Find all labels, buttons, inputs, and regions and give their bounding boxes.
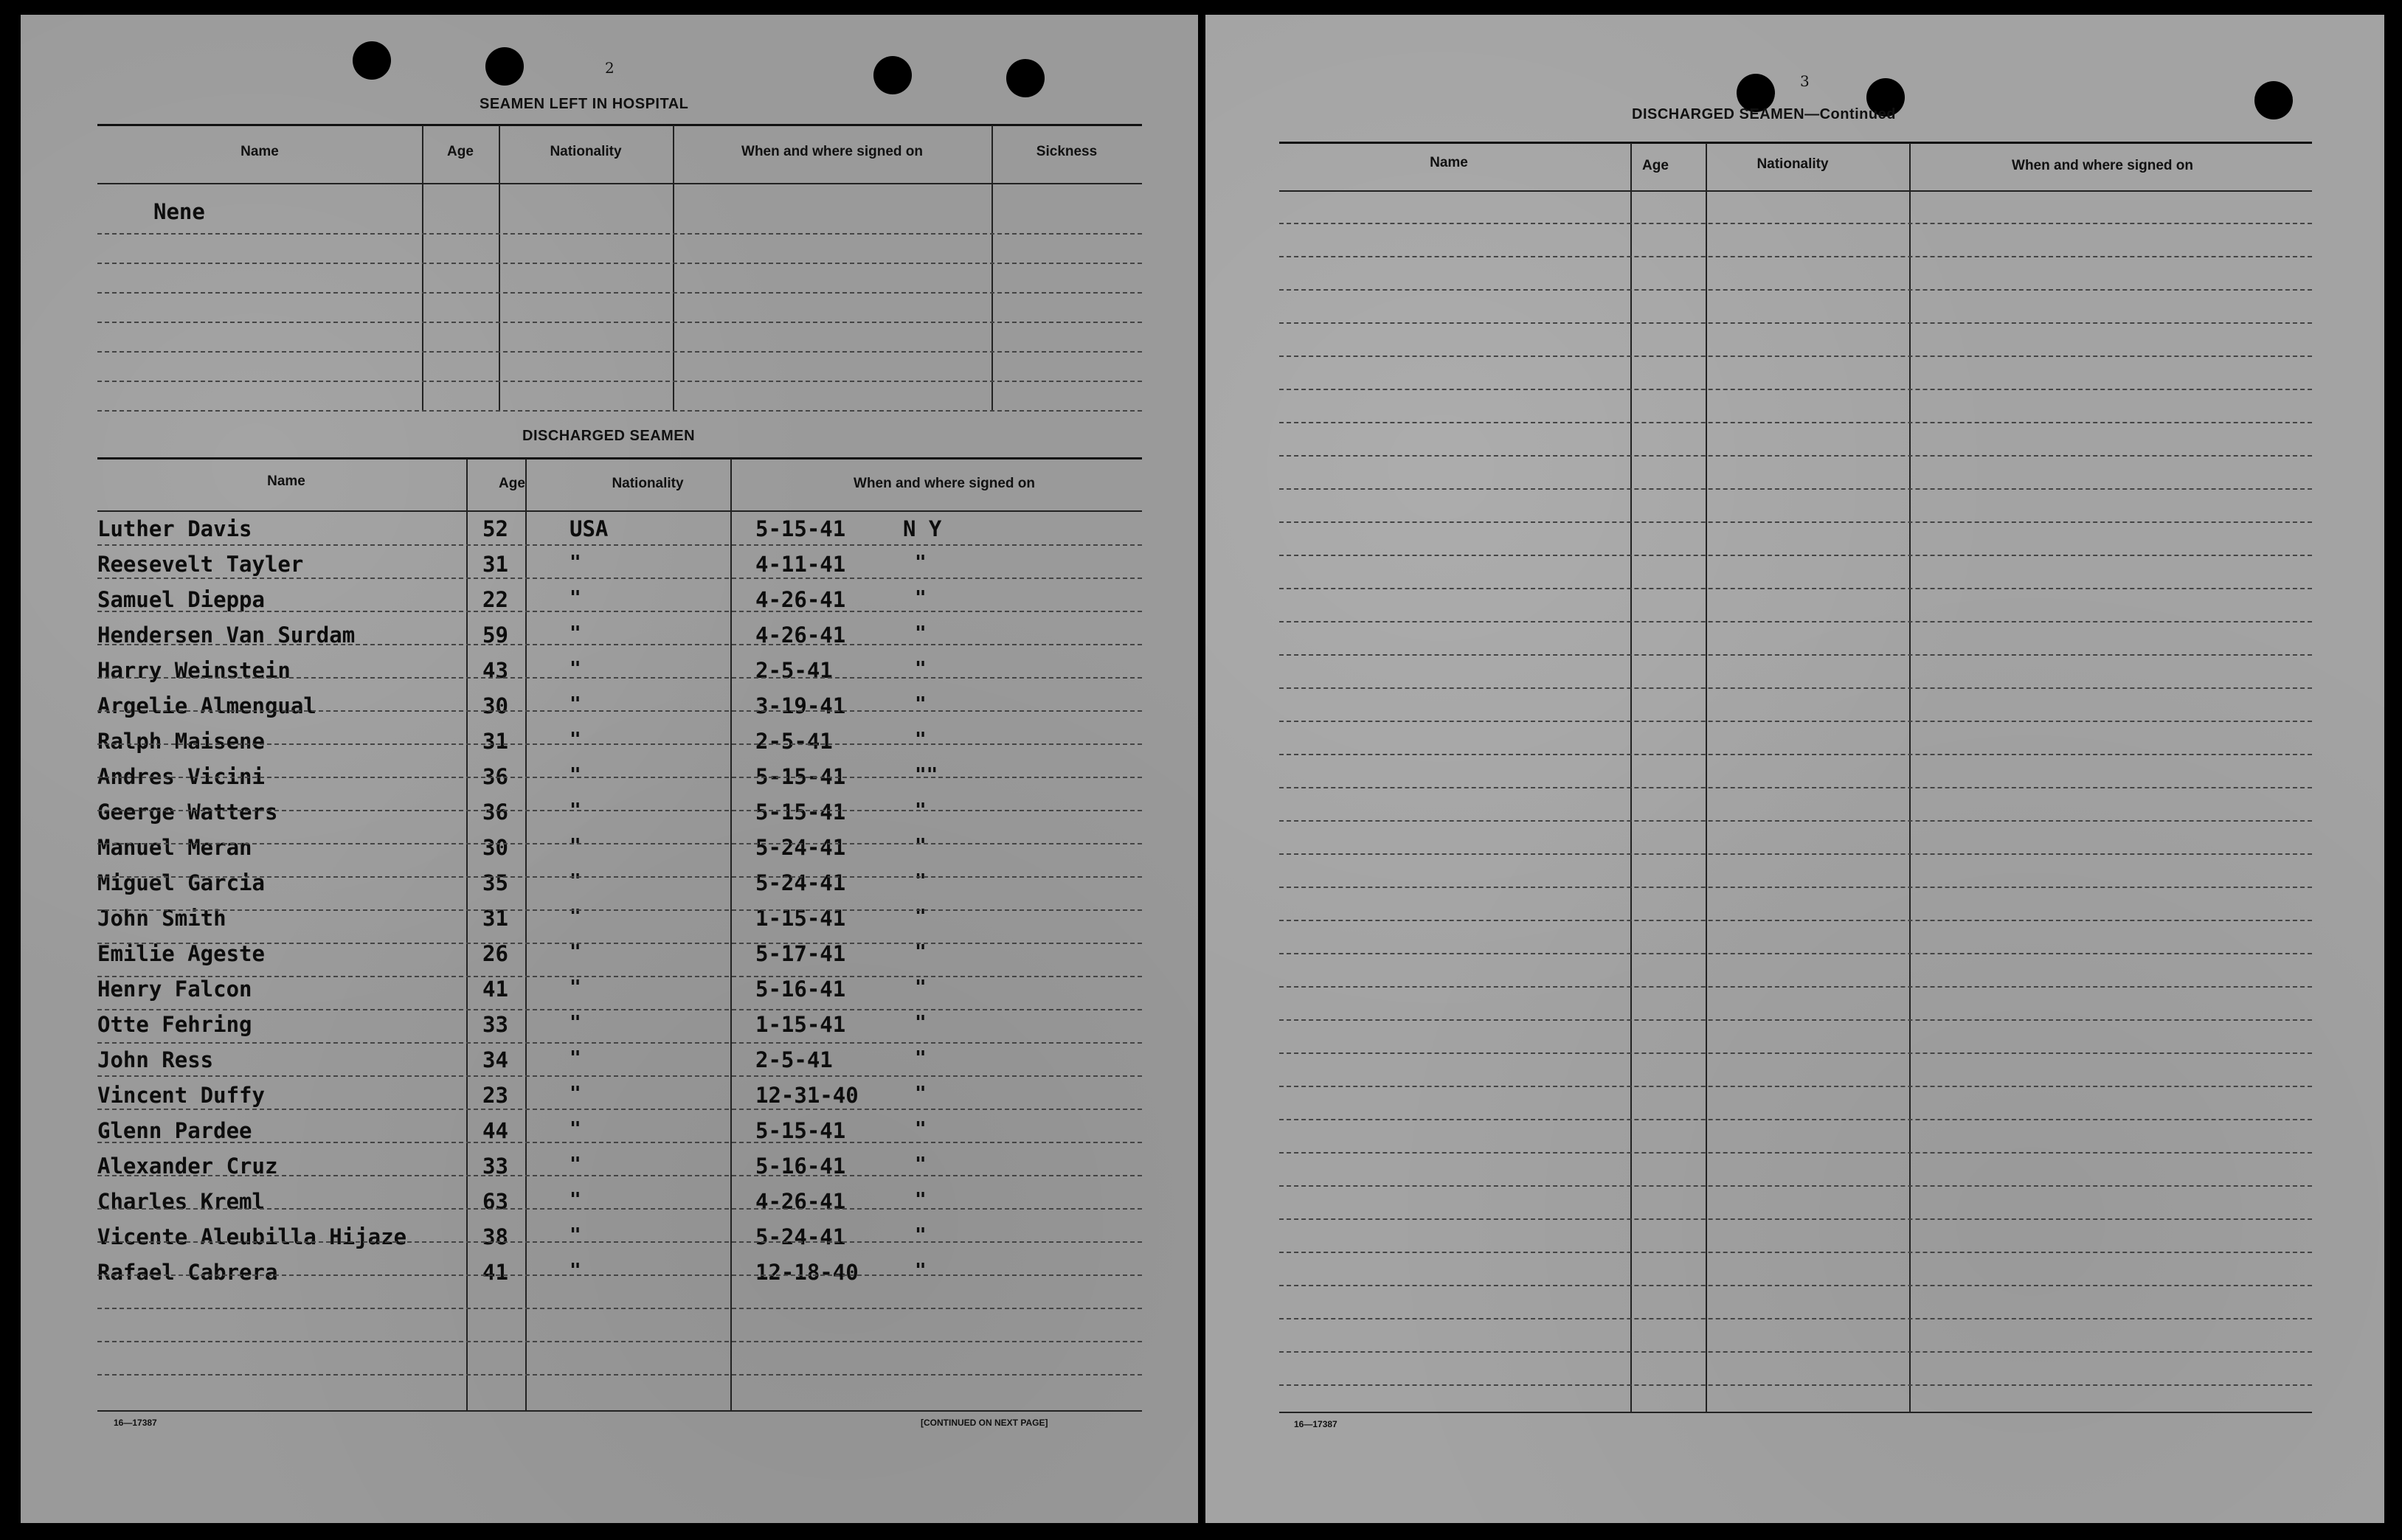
seaman-name: Glenn Pardee xyxy=(97,1118,252,1143)
seaman-age: 41 xyxy=(482,1260,508,1285)
page-number: 3 xyxy=(1800,72,1810,90)
signed-on-place: " xyxy=(915,800,927,822)
seaman-age: 34 xyxy=(482,1047,508,1072)
signed-on-place: " xyxy=(915,587,927,609)
form-number: 16—17387 xyxy=(114,1418,157,1428)
signed-on-date: 5-15-41 xyxy=(755,1118,846,1143)
col-header-name: Name xyxy=(240,144,279,159)
signed-on-place: " xyxy=(915,693,927,715)
signed-on-date: 2-5-41 xyxy=(755,658,833,683)
signed-on-date: 1-15-41 xyxy=(755,906,846,931)
col-header-nationality: Nationality xyxy=(550,144,622,159)
signed-on-date: 4-26-41 xyxy=(755,587,846,612)
signed-on-date: 5-24-41 xyxy=(755,870,846,895)
form-number: 16—17387 xyxy=(1294,1419,1337,1429)
seaman-nationality: " xyxy=(570,1118,581,1140)
seaman-nationality: " xyxy=(570,1047,581,1069)
seaman-age: 26 xyxy=(482,941,508,966)
seaman-nationality: " xyxy=(570,1154,581,1176)
seaman-name: Geerge Watters xyxy=(97,800,278,825)
signed-on-place: " xyxy=(915,622,927,645)
signed-on-place: " xyxy=(915,835,927,857)
signed-on-date: 5-16-41 xyxy=(755,1154,846,1179)
seaman-name: Reesevelt Tayler xyxy=(97,552,304,577)
signed-on-date: 4-26-41 xyxy=(755,1189,846,1214)
seaman-nationality: " xyxy=(570,693,581,715)
seaman-name: Vicente Aleubilla Hijaze xyxy=(97,1224,407,1249)
seaman-age: 33 xyxy=(482,1012,508,1037)
seaman-name: Rafael Cabrera xyxy=(97,1260,278,1285)
seaman-age: 38 xyxy=(482,1224,508,1249)
col-header-nationality: Nationality xyxy=(612,476,684,491)
signed-on-place: " xyxy=(915,1118,927,1140)
seaman-nationality: " xyxy=(570,1224,581,1246)
seaman-name: Alexander Cruz xyxy=(97,1154,278,1179)
punch-hole xyxy=(485,47,524,86)
seaman-age: 44 xyxy=(482,1118,508,1143)
seaman-age: 31 xyxy=(482,906,508,931)
signed-on-date: 5-15-41 xyxy=(755,516,846,541)
signed-on-place: "" xyxy=(915,764,938,786)
seaman-age: 59 xyxy=(482,622,508,648)
signed-on-place: " xyxy=(915,1012,927,1034)
signed-on-place: " xyxy=(915,1083,927,1105)
seaman-name: Manuel Meran xyxy=(97,835,252,860)
seaman-age: 31 xyxy=(482,552,508,577)
signed-on-date: 5-24-41 xyxy=(755,1224,846,1249)
seaman-nationality: " xyxy=(570,906,581,928)
seaman-name: Hendersen Van Surdam xyxy=(97,622,356,648)
seaman-age: 41 xyxy=(482,977,508,1002)
seaman-nationality: " xyxy=(570,1012,581,1034)
seaman-name: Otte Fehring xyxy=(97,1012,252,1037)
col-header-name: Name xyxy=(267,474,305,489)
seaman-nationality: " xyxy=(570,977,581,999)
col-header-age: Age xyxy=(1642,158,1669,173)
seaman-nationality: " xyxy=(570,800,581,822)
signed-on-date: 4-11-41 xyxy=(755,552,846,577)
signed-on-date: 5-24-41 xyxy=(755,835,846,860)
signed-on-date: 12-31-40 xyxy=(755,1083,859,1108)
signed-on-date: 5-15-41 xyxy=(755,800,846,825)
seaman-age: 36 xyxy=(482,800,508,825)
hospital-entry: Nene xyxy=(153,199,205,224)
seaman-nationality: " xyxy=(570,1189,581,1211)
signed-on-place: " xyxy=(915,870,927,892)
seaman-nationality: " xyxy=(570,1260,581,1282)
continued-note: [CONTINUED ON NEXT PAGE] xyxy=(921,1418,1048,1428)
seaman-age: 63 xyxy=(482,1189,508,1214)
seaman-age: 30 xyxy=(482,835,508,860)
page-number: 2 xyxy=(605,59,615,77)
seaman-name: Emilie Ageste xyxy=(97,941,265,966)
seaman-nationality: USA xyxy=(570,516,609,541)
seaman-nationality: " xyxy=(570,658,581,680)
signed-on-place: N Y xyxy=(903,516,942,541)
seaman-age: 23 xyxy=(482,1083,508,1108)
signed-on-date: 4-26-41 xyxy=(755,622,846,648)
seaman-age: 52 xyxy=(482,516,508,541)
signed-on-place: " xyxy=(915,729,927,751)
seaman-name: Luther Davis xyxy=(97,516,252,541)
seaman-nationality: " xyxy=(570,729,581,751)
seaman-name: Henry Falcon xyxy=(97,977,252,1002)
seaman-age: 43 xyxy=(482,658,508,683)
seaman-nationality: " xyxy=(570,941,581,963)
signed-on-date: 5-16-41 xyxy=(755,977,846,1002)
seaman-name: Charles Kreml xyxy=(97,1189,265,1214)
signed-on-place: " xyxy=(915,906,927,928)
seaman-name: Samuel Dieppa xyxy=(97,587,265,612)
signed-on-date: 12-18-40 xyxy=(755,1260,859,1285)
signed-on-place: " xyxy=(915,977,927,999)
signed-on-date: 2-5-41 xyxy=(755,1047,833,1072)
signed-on-place: " xyxy=(915,1189,927,1211)
seaman-name: Andres Vicini xyxy=(97,764,265,789)
col-header-name: Name xyxy=(1430,155,1468,170)
seaman-name: Vincent Duffy xyxy=(97,1083,265,1108)
seaman-nationality: " xyxy=(570,835,581,857)
signed-on-date: 1-15-41 xyxy=(755,1012,846,1037)
punch-hole xyxy=(873,56,912,94)
seaman-age: 31 xyxy=(482,729,508,754)
signed-on-place: " xyxy=(915,552,927,574)
seaman-name: Ralph Maisene xyxy=(97,729,265,754)
signed-on-place: " xyxy=(915,658,927,680)
col-header-sickness: Sickness xyxy=(1036,144,1098,159)
right-page xyxy=(1205,15,2384,1523)
signed-on-place: " xyxy=(915,941,927,963)
signed-on-date: 5-15-41 xyxy=(755,764,846,789)
seaman-nationality: " xyxy=(570,764,581,786)
discharged-continued-title: DISCHARGED SEAMEN—Continued xyxy=(1632,106,1896,122)
seaman-name: Miguel Garcia xyxy=(97,870,265,895)
seaman-name: Harry Weinstein xyxy=(97,658,291,683)
seaman-age: 36 xyxy=(482,764,508,789)
seaman-age: 22 xyxy=(482,587,508,612)
punch-hole xyxy=(2254,81,2293,119)
col-header-when-where: When and where signed on xyxy=(2012,158,2193,173)
discharged-section-title: DISCHARGED SEAMEN xyxy=(522,428,696,444)
seaman-age: 33 xyxy=(482,1154,508,1179)
signed-on-place: " xyxy=(915,1260,927,1282)
signed-on-place: " xyxy=(915,1224,927,1246)
signed-on-place: " xyxy=(915,1047,927,1069)
seaman-nationality: " xyxy=(570,587,581,609)
hospital-section-title: SEAMEN LEFT IN HOSPITAL xyxy=(480,96,689,112)
col-header-when-where: When and where signed on xyxy=(854,476,1035,491)
seaman-name: John Smith xyxy=(97,906,226,931)
punch-hole xyxy=(353,41,391,80)
col-header-age: Age xyxy=(447,144,474,159)
seaman-nationality: " xyxy=(570,870,581,892)
col-header-age: Age xyxy=(499,476,525,491)
col-header-nationality: Nationality xyxy=(1756,156,1829,172)
seaman-nationality: " xyxy=(570,1083,581,1105)
seaman-name: Argelie Almengual xyxy=(97,693,316,718)
seaman-age: 35 xyxy=(482,870,508,895)
signed-on-date: 2-5-41 xyxy=(755,729,833,754)
punch-hole xyxy=(1006,59,1045,97)
seaman-age: 30 xyxy=(482,693,508,718)
col-header-when-where: When and where signed on xyxy=(741,144,923,159)
signed-on-date: 5-17-41 xyxy=(755,941,846,966)
seaman-nationality: " xyxy=(570,622,581,645)
signed-on-date: 3-19-41 xyxy=(755,693,846,718)
seaman-nationality: " xyxy=(570,552,581,574)
signed-on-place: " xyxy=(915,1154,927,1176)
seaman-name: John Ress xyxy=(97,1047,214,1072)
left-page xyxy=(21,15,1198,1523)
